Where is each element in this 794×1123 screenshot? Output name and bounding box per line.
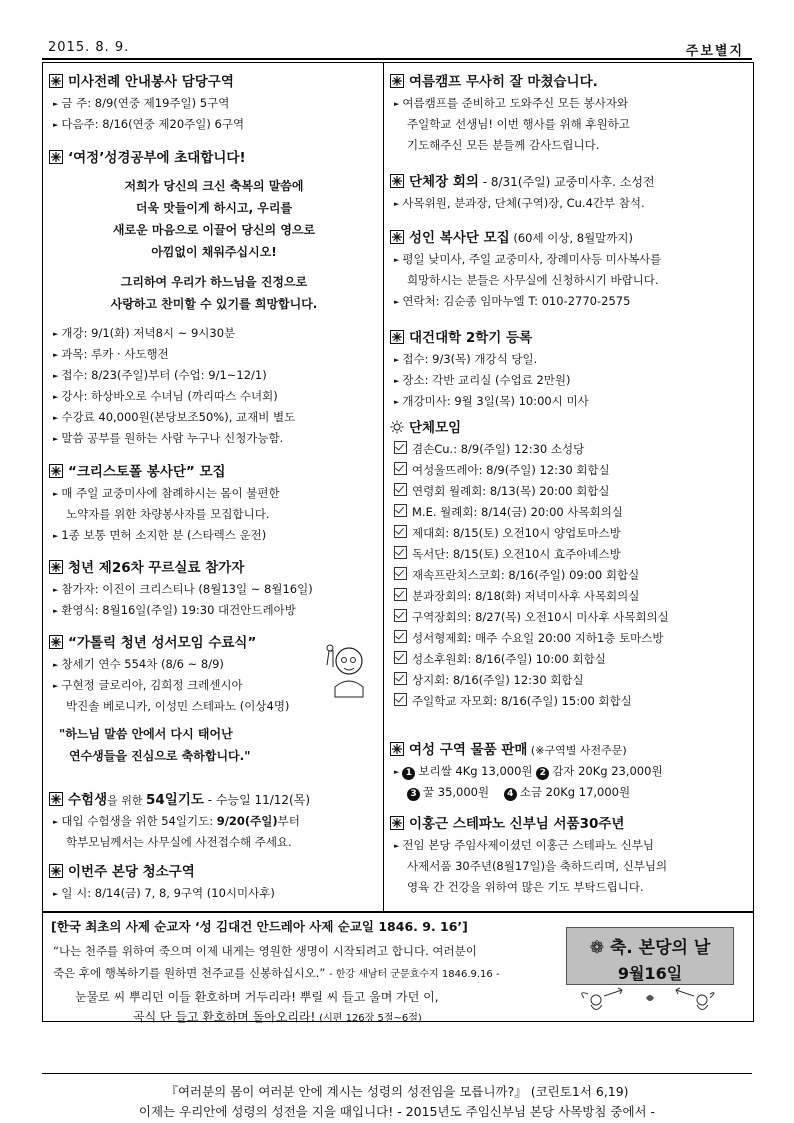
star-icon (390, 174, 404, 188)
triangle-icon: ► (394, 256, 400, 264)
quote-line: 아낌없이 채워주십시오! (151, 245, 277, 259)
list-item: 제대회: 8/15(토) 오전10시 양업토마스방 (390, 523, 749, 544)
triangle-icon: ► (53, 607, 59, 615)
list-item: 재속프란치스코회: 8/16(주일) 09:00 회합실 (390, 565, 749, 586)
list-item: 성소후원회: 8/16(주일) 10:00 회합실 (390, 649, 749, 670)
section-title: 성인 복사단 모집 (60세 이상, 8월말까지) (390, 227, 749, 249)
star-icon (49, 464, 63, 478)
triangle-icon: ► (394, 298, 400, 306)
left-column (43, 63, 384, 911)
list-item: ► 대입 수험생을 위한 54일기도: 9/20(주일)부터 (49, 811, 379, 832)
header-rule (42, 58, 752, 60)
section-mass (49, 71, 379, 135)
triangle-icon: ► (394, 356, 400, 364)
list-item: ► 접수: 9/3(목) 개강식 당일. (390, 349, 749, 370)
number-badge: 3 (407, 788, 420, 801)
triangle-icon: ► (53, 818, 59, 826)
list-item: 영육 간 건강을 위하여 많은 기도 부탁드립니다. (407, 880, 644, 894)
page-header (42, 38, 752, 60)
triangle-icon: ► (394, 377, 400, 385)
section-exam-prayer (49, 789, 379, 853)
triangle-icon: ► (53, 661, 59, 669)
list-item: 주일학교 자모회: 8/16(주일) 15:00 회합실 (390, 691, 749, 712)
list-item: ► 1종 보통 면허 소지한 분 (스타렉스 운전) (49, 525, 379, 546)
star-icon (49, 864, 63, 878)
number-badge: 1 (402, 767, 415, 780)
bulletin-name: 주보별지 (685, 44, 744, 59)
section-title: 여름캠프 무사히 잘 마쳤습니다. (390, 71, 749, 93)
footer-verse: 『여러분의 몸이 여러분 안에 계시는 성령의 성전임을 모릅니까?』 (코린토1서 6,19) (165, 1084, 629, 1099)
star-icon (49, 74, 63, 88)
section-bible-study (49, 147, 379, 449)
list-item: 노약자를 위한 차량봉사자를 모집합니다. (66, 507, 270, 521)
list-item: 독서단: 8/15(토) 오전10시 효주아녜스방 (390, 544, 749, 565)
sun-icon (390, 420, 404, 434)
checkbox-icon (394, 441, 407, 454)
triangle-icon: ► (53, 414, 59, 422)
list-item: ► 매 주일 교중미사에 참례하시는 몸이 불편한 (49, 483, 379, 504)
quote-line: 새로운 마음으로 이끌어 당신의 영으로 (112, 223, 316, 237)
list-item: 여성울뜨레아: 8/9(주일) 12:30 회합실 (390, 460, 749, 481)
star-icon (49, 560, 63, 574)
checkbox-icon (394, 693, 407, 706)
list-item: ► 접수: 8/23(주일)부터 (수업: 9/1~12/1) (49, 365, 379, 386)
star-icon (390, 816, 404, 830)
section-priest-anniversary (390, 813, 749, 898)
checkbox-icon (394, 504, 407, 517)
list-item: 사제서품 30주년(8월17일)을 축하드리며, 신부님의 (407, 859, 668, 873)
section-title: “가톨릭 청년 성서모임 수료식” (49, 632, 379, 654)
triangle-icon: ► (53, 121, 59, 129)
section-title: 수험생을 위한 54일기도 - 수능일 11/12(목) (49, 789, 379, 811)
triangle-icon: ► (53, 100, 59, 108)
triangle-icon: ► (53, 532, 59, 540)
checkbox-icon (394, 588, 407, 601)
triangle-icon: ► (53, 372, 59, 380)
list-item: ► 연락처: 김순종 임마누엘 T: 010-2770-2575 (390, 291, 749, 312)
section-title: 단체장 회의 - 8/31(주일) 교중미사후. 소성전 (390, 171, 749, 193)
section-title: 이홍근 스테파노 신부님 서품30주년 (390, 813, 749, 835)
list-item: ► 여름캠프를 준비하고 도와주신 모든 봉사자와 (390, 93, 749, 114)
section-title: “크리스토폴 봉사단” 모집 (49, 461, 379, 483)
section-daegeon-college (390, 327, 749, 412)
section-title: ‘여정’성경공부에 초대합니다! (49, 147, 379, 169)
quote-line: 더욱 맛들이게 하시고, 우리를 (135, 201, 293, 215)
list-item: 분과장회의: 8/18(화) 저녁미사후 사목회의실 (390, 586, 749, 607)
quote-line: 저희가 당신의 크신 축복의 말씀에 (124, 179, 304, 193)
checkbox-icon (394, 651, 407, 664)
section-cleaning (49, 861, 379, 904)
checkbox-icon (394, 567, 407, 580)
star-icon (390, 742, 404, 756)
quote-line: 연수생들을 진심으로 축하합니다." (69, 749, 251, 763)
list-item: 상지회: 8/16(주일) 12:30 회합실 (390, 670, 749, 691)
section-title: 청년 제26차 꾸르실료 참가자 (49, 557, 379, 579)
martyr-headline: [한국 최초의 사제 순교자 ‘성 김대건 안드레아 사제 순교일 1846. 9. 16’] (51, 919, 468, 934)
star-icon (390, 230, 404, 244)
star-icon (49, 150, 63, 164)
quote-line: "하느님 말씀 안에서 다시 태어난 (59, 727, 233, 741)
list-item: 구역장회의: 8/27(목) 오전10시 미사후 사목회의실 (390, 607, 749, 628)
parish-day-title: ❁ 축. 본당의 날 (589, 938, 711, 958)
flower-icon: ❁ (589, 938, 610, 958)
triangle-icon: ► (53, 682, 59, 690)
list-item: ► 1 보리쌀 4Kg 13,000원 2 감자 20Kg 23,000원 (390, 761, 749, 782)
triangle-icon: ► (53, 490, 59, 498)
section-goods-sale (390, 739, 749, 803)
star-icon (49, 792, 63, 806)
list-item: ► 평일 낮미사, 주일 교중미사, 장례미사등 미사복사를 (390, 249, 749, 270)
list-item: ► 참가자: 이진이 크리스티나 (8월13일 ~ 8월16일) (49, 579, 379, 600)
checkbox-icon (394, 525, 407, 538)
section-title: 이번주 본당 청소구역 (49, 861, 379, 883)
priest-cartoon-illustration (317, 639, 377, 701)
list-item: ► 다음주: 8/16(연중 제20주일) 6구역 (49, 114, 379, 135)
section-title: 대건대학 2학기 등록 (390, 327, 749, 349)
checkbox-icon (394, 483, 407, 496)
list-item: ► 전임 본당 주임사제이셨던 이홍근 스테파노 신부님 (390, 835, 749, 856)
checkbox-icon (394, 630, 407, 643)
footer-motto: 이제는 우리안에 성령의 성전을 지을 때입니다! - 2015년도 주임신부님 본당 사목방침 중에서 - (138, 1104, 656, 1119)
list-item: 학부모님께서는 사무실에 사전접수해 주세요. (66, 835, 292, 849)
list-item: ► 수강료 40,000원(본당보조50%), 교재비 별도 (49, 407, 379, 428)
section-group-meetings (390, 417, 749, 712)
checkbox-icon (394, 672, 407, 685)
list-item: ► 창세기 연수 554차 (8/6 ~ 8/9) (49, 654, 379, 675)
quote-line: 그리하여 우리가 하느님을 진정으로 (120, 275, 308, 289)
number-badge: 2 (536, 767, 549, 780)
checkbox-icon (394, 462, 407, 475)
parish-day-date: 9월16일 (617, 964, 683, 983)
list-item: 주일학교 선생님! 이번 행사를 위해 후원하고 (407, 117, 630, 131)
list-item: ► 사목위원, 분과장, 단체(구역)장, Cu.4간부 참석. (390, 193, 749, 214)
star-icon (49, 635, 63, 649)
list-item: ► 개강: 9/1(화) 저녁8시 ~ 9시30분 (49, 323, 379, 344)
triangle-icon: ► (53, 393, 59, 401)
list-item: 박진솔 베로니카, 이성민 스테파노 (이상4명) (66, 699, 290, 713)
checkbox-icon (394, 546, 407, 559)
section-leaders-meeting (390, 171, 749, 214)
list-item: ► 환영식: 8월16일(주일) 19:30 대건안드레아방 (49, 600, 379, 621)
list-item: ► 구현정 글로리아, 김희정 크레센시아 (49, 675, 379, 696)
quote-line: 사랑하고 찬미할 수 있기를 희망합니다. (110, 297, 318, 311)
angels-illustration (560, 986, 740, 1018)
list-item: 3 꿀 35,000원 4 소금 20Kg 17,000원 (390, 782, 749, 803)
list-item: ► 금 주: 8/9(연중 제19주일) 5구역 (49, 93, 379, 114)
section-christopher (49, 461, 379, 546)
section-altar-servers (390, 227, 749, 312)
list-item: ► 과목: 루카 · 사도행전 (49, 344, 379, 365)
section-youth-cursillo (49, 557, 379, 621)
martyr-quote-line: “나는 천주를 위하여 죽으며 이제 내게는 영원한 생명이 시작되려고 합니다. 여러분이 (53, 944, 477, 958)
checkbox-icon (394, 609, 407, 622)
triangle-icon: ► (394, 768, 400, 776)
list-item: 성서형제회: 매주 수요일 20:00 지하1층 토마스방 (390, 628, 749, 649)
list-item: 희망하시는 분들은 사무실에 신청하시기 바랍니다. (407, 273, 659, 287)
triangle-icon: ► (394, 398, 400, 406)
star-icon (390, 74, 404, 88)
bulletin-date: 2015. 8. 9. (48, 40, 130, 55)
section-title: 여성 구역 물품 판매 (※구역별 사전주문) (390, 739, 749, 761)
section-title: 미사전례 안내봉사 담당구역 (49, 71, 379, 93)
list-item: ► 말씀 공부를 원하는 사람 누구나 신청가능함. (49, 428, 379, 449)
footer-rule (42, 1073, 752, 1074)
main-content (42, 62, 754, 913)
triangle-icon: ► (394, 200, 400, 208)
section-summer-camp (390, 71, 749, 156)
right-column (384, 63, 753, 911)
triangle-icon: ► (53, 890, 59, 898)
list-item: 겸손Cu.: 8/9(주일) 12:30 소성당 (390, 439, 749, 460)
triangle-icon: ► (53, 435, 59, 443)
triangle-icon: ► (53, 586, 59, 594)
parish-day-badge (566, 927, 734, 985)
list-item: ► 장소: 각반 교리실 (수업료 2만원) (390, 370, 749, 391)
number-badge: 4 (504, 788, 517, 801)
psalm-line: 눈물로 씨 뿌리던 이들 환호하며 거두리라! 뿌릴 씨 들고 울며 가던 이, (75, 990, 439, 1004)
list-item: 연령회 월례회: 8/13(목) 20:00 회합실 (390, 481, 749, 502)
list-item: ► 일 시: 8/14(금) 7, 8, 9구역 (10시미사후) (49, 883, 379, 904)
martyr-quote-line: 죽은 후에 행복하기를 원하면 천주교를 신봉하십시오.” - 한강 새남터 군문효수지 1846.9.16 - (53, 966, 500, 980)
star-icon (390, 330, 404, 344)
triangle-icon: ► (394, 842, 400, 850)
triangle-icon: ► (53, 330, 59, 338)
list-item: ► 개강미사: 9월 3일(목) 10:00시 미사 (390, 391, 749, 412)
triangle-icon: ► (53, 351, 59, 359)
list-item: ► 강사: 하상바오로 수녀님 (까리따스 수녀회) (49, 386, 379, 407)
psalm-line: 곡식 단 들고 환호하며 돌아오리라! (시편 126장 5절~6절) (133, 1010, 422, 1024)
list-item: 기도해주신 모든 분들께 감사드립니다. (407, 138, 600, 152)
triangle-icon: ► (394, 100, 400, 108)
section-title: 단체모임 (390, 417, 749, 439)
list-item: M.E. 월례회: 8/14(금) 20:00 사목회의실 (390, 502, 749, 523)
